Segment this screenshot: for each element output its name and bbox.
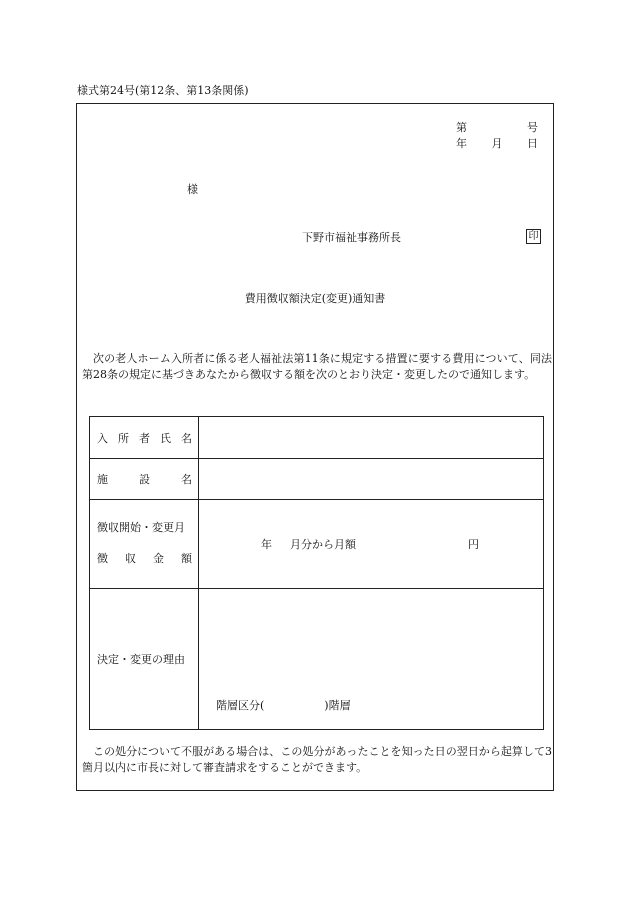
issuer-name: 下野市福祉事務所長 — [302, 231, 401, 244]
facility-value-cell — [199, 459, 544, 500]
amount-label-cell — [90, 500, 199, 589]
amount-month-text: 月分から月額 — [290, 538, 356, 551]
reason-label-cell — [90, 589, 199, 730]
tier-prefix: 階層区分( — [216, 699, 265, 712]
document-title: 費用徴収額決定(変更)通知書 — [244, 292, 386, 305]
amount-yen: 円 — [468, 538, 479, 551]
resident-name-label-cell — [90, 417, 199, 459]
facility-label-cell — [90, 459, 199, 500]
table-row — [90, 417, 544, 459]
addressee-honorific: 様 — [187, 183, 198, 196]
date-day: 日 — [527, 137, 538, 150]
intro-paragraph: 次の老人ホーム入所者に係る老人福祉法第11条に規定する措置に要する費用について、同法第28条の規定に基づきあなたから徴収する額を次のとおり決定・変更したので通知します。 — [82, 352, 552, 381]
reason-value-cell — [199, 589, 544, 730]
document-number-line — [456, 122, 538, 133]
start-month-label: 徴収開始・変更月 — [97, 521, 185, 534]
document-date-line — [456, 138, 538, 149]
amount-value-cell — [199, 500, 544, 589]
table-row — [90, 589, 544, 730]
resident-name-value-cell — [199, 417, 544, 459]
seal-stamp: 印 — [526, 229, 541, 244]
table-row — [90, 459, 544, 500]
form-number-label: 様式第24号(第12条、第13条関係) — [77, 84, 249, 97]
reason-label: 決定・変更の理由 — [97, 653, 185, 666]
amount-year: 年 — [261, 538, 272, 551]
amount-label: 徴 収 金 額 — [97, 552, 192, 565]
date-month: 月 — [491, 137, 503, 150]
date-year: 年 — [456, 137, 467, 150]
number-prefix: 第 — [456, 121, 467, 134]
tier-suffix: )階層 — [324, 699, 351, 712]
appeal-notice: この処分について不服がある場合は、この処分があったことを知った日の翌日から起算して3箇月以内に市長に対して審査請求をすることができます。 — [82, 745, 552, 774]
facility-label: 施 設 名 — [97, 473, 192, 486]
number-suffix: 号 — [527, 121, 538, 134]
table-row — [90, 500, 544, 589]
resident-name-label: 入 所 者 氏 名 — [97, 431, 192, 445]
resident-info-table — [89, 416, 544, 730]
